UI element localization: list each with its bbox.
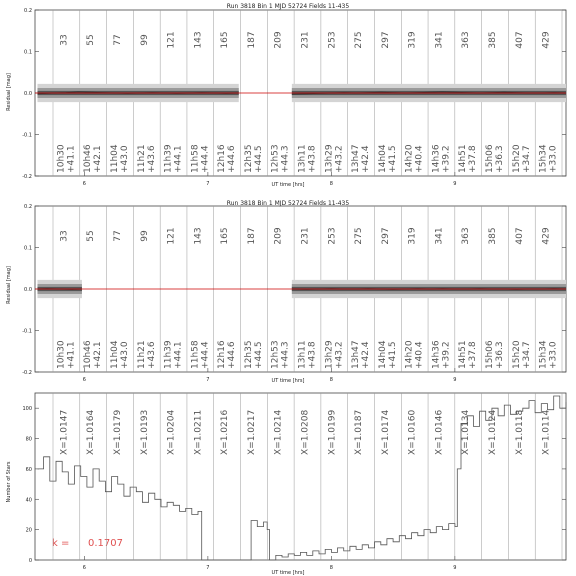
y-tick-label: -0.1 [22,328,32,335]
field-angle-label: +39.2 [441,341,452,369]
x-tick-label: 9 [453,565,457,571]
x-tick-label: 8 [329,565,333,571]
x-tick-label: 9 [453,181,457,187]
field-number-label: 187 [246,227,257,245]
airmass-label: X=1.0114 [541,409,552,455]
field-time-label: 15h06 [485,340,496,369]
field-time-label: 14h51 [458,144,469,173]
y-tick-label: -0.1 [22,132,32,139]
field-angle-label: +44.5 [253,145,264,173]
field-number-label: 385 [488,31,499,49]
field-angle-label: +44.3 [280,341,291,369]
field-angle-label: +43.0 [119,341,130,369]
x-axis-label: UT time [hrs] [271,570,305,576]
field-angle-label: +43.6 [146,341,157,369]
field-angle-label: +42.1 [93,145,104,173]
field-time-label: 13h11 [297,144,308,173]
airmass-label: X=1.0208 [300,409,311,455]
field-angle-label: +36.3 [495,145,506,173]
field-angle-label: +33.0 [548,145,559,173]
field-number-label: 99 [139,230,150,242]
field-number-label: 33 [59,34,70,46]
field-time-label: 10h30 [56,144,67,173]
k-label: k = [52,538,70,549]
field-number-label: 165 [220,227,231,245]
field-time-label: 13h47 [351,144,362,173]
field-number-label: 253 [327,31,338,49]
airmass-label: X=1.0160 [407,409,418,455]
field-number-label: 297 [380,227,391,245]
field-time-label: 15h06 [485,144,496,173]
field-angle-label: +44.6 [227,145,238,173]
field-time-label: 12h35 [243,144,254,173]
airmass-label: X=1.0216 [220,409,231,455]
field-number-label: 231 [300,31,311,49]
field-time-label: 12h35 [243,340,254,369]
airmass-label: X=1.0211 [193,409,204,455]
y-tick-label: 60 [25,466,32,473]
airmass-label: X=1.0164 [86,409,97,455]
field-angle-label: +44.4 [200,341,211,369]
y-tick-label: 100 [22,406,32,413]
field-angle-label: +41.1 [66,341,77,369]
x-tick-label: 7 [206,377,210,383]
field-number-label: 165 [220,31,231,49]
field-time-label: 15h20 [511,144,522,173]
field-angle-label: +44.4 [200,145,211,173]
field-number-label: 363 [461,31,472,49]
airmass-label: X=1.0187 [354,409,365,455]
field-time-label: 13h29 [324,340,335,369]
field-angle-label: +43.0 [119,145,130,173]
panel-title: Run 3818 Bin 1 MJD 52724 Fields 11-435 [226,3,350,10]
airmass-label: X=1.0147 [59,409,70,455]
y-tick-label: 0.2 [24,204,32,210]
field-time-label: 14h51 [458,340,469,369]
field-time-label: 11h39 [163,340,174,369]
field-angle-label: +34.7 [521,145,532,173]
field-time-label: 11h58 [190,144,201,173]
y-axis-label: Residual [mag] [6,266,12,304]
k-value: 0.1707 [88,538,123,549]
airmass-label: X=1.0214 [273,409,284,455]
field-angle-label: +41.5 [387,145,398,173]
airmass-label: X=1.0124 [488,409,499,455]
airmass-label: X=1.0146 [434,409,445,455]
field-number-label: 143 [193,227,204,245]
field-angle-label: +41.1 [66,145,77,173]
y-tick-label: 0.0 [24,91,32,97]
field-angle-label: +40.4 [414,145,425,173]
field-time-label: 12h16 [217,340,228,369]
field-number-label: 341 [434,227,445,245]
field-time-label: 12h53 [270,340,281,369]
field-angle-label: +43.8 [307,341,318,369]
field-number-label: 143 [193,31,204,49]
residual-panel-middle [6,200,566,384]
field-number-label: 363 [461,227,472,245]
field-number-label: 55 [86,34,97,46]
field-time-label: 15h34 [538,340,549,369]
field-time-label: 15h20 [511,340,522,369]
field-number-label: 319 [407,227,418,245]
airmass-label: X=1.0217 [246,409,257,455]
field-angle-label: +44.1 [173,145,184,173]
y-tick-label: -0.2 [22,174,32,180]
field-time-label: 12h53 [270,144,281,173]
field-number-label: 385 [488,227,499,245]
field-time-label: 11h21 [136,144,147,173]
field-angle-label: +43.8 [307,145,318,173]
field-number-label: 33 [59,230,70,242]
field-time-label: 10h46 [83,144,94,173]
y-tick-label: 0.1 [24,49,32,56]
field-time-label: 12h16 [217,144,228,173]
field-number-label: 209 [273,31,284,49]
field-angle-label: +43.2 [334,145,345,173]
field-number-label: 429 [541,227,552,245]
airmass-label: X=1.0199 [327,409,338,455]
field-time-label: 11h21 [136,340,147,369]
x-tick-label: 8 [329,377,333,383]
airmass-label: X=1.0118 [514,409,525,455]
field-number-label: 297 [380,31,391,49]
field-time-label: 11h04 [109,144,120,173]
field-time-label: 11h04 [109,340,120,369]
field-angle-label: +36.3 [495,341,506,369]
y-tick-label: -0.2 [22,370,32,376]
field-time-label: 14h36 [431,144,442,173]
x-tick-label: 6 [82,181,86,187]
x-tick-label: 7 [206,565,210,571]
y-tick-label: 20 [25,527,32,534]
x-tick-label: 8 [329,181,333,187]
field-time-label: 14h04 [377,144,388,173]
field-angle-label: +41.5 [387,341,398,369]
airmass-label: X=1.0174 [380,409,391,455]
field-time-label: 13h47 [351,340,362,369]
field-number-label: 341 [434,31,445,49]
field-time-label: 14h04 [377,340,388,369]
airmass-label: X=1.0193 [139,409,150,455]
y-tick-label: 40 [25,497,32,504]
field-angle-label: +39.2 [441,145,452,173]
field-angle-label: +37.8 [468,341,479,369]
y-axis-label: Number of Stars [6,461,12,503]
field-number-label: 319 [407,31,418,49]
airmass-label: X=1.0179 [112,409,123,455]
y-tick-label: 80 [25,436,32,443]
x-tick-label: 9 [453,377,457,383]
field-number-label: 187 [246,31,257,49]
field-angle-label: +44.6 [227,341,238,369]
field-time-label: 13h11 [297,340,308,369]
field-number-label: 209 [273,227,284,245]
panel-title: Run 3818 Bin 1 MJD 52724 Fields 11-435 [226,200,350,207]
y-tick-label: 0 [28,558,32,564]
x-tick-label: 7 [206,181,210,187]
field-angle-label: +34.7 [521,341,532,369]
field-number-label: 55 [86,230,97,242]
airmass-label: X=1.0134 [461,409,472,455]
field-angle-label: +40.4 [414,341,425,369]
field-time-label: 14h20 [404,144,415,173]
airmass-label: X=1.0204 [166,409,177,455]
field-angle-label: +44.3 [280,145,291,173]
field-time-label: 11h58 [190,340,201,369]
field-number-label: 99 [139,34,150,46]
field-time-label: 10h30 [56,340,67,369]
field-angle-label: +33.0 [548,341,559,369]
field-number-label: 77 [112,230,123,242]
field-number-label: 275 [354,31,365,49]
field-angle-label: +44.5 [253,341,264,369]
field-angle-label: +42.1 [93,341,104,369]
field-time-label: 14h20 [404,340,415,369]
field-angle-label: +43.6 [146,145,157,173]
y-tick-label: 0.1 [24,245,32,252]
x-tick-label: 6 [82,565,86,571]
field-number-label: 121 [166,31,177,49]
field-number-label: 407 [514,227,525,245]
field-angle-label: +44.1 [173,341,184,369]
x-axis-label: UT time [hrs] [271,182,305,188]
field-angle-label: +37.8 [468,145,479,173]
field-number-label: 275 [354,227,365,245]
field-number-label: 77 [112,34,123,46]
y-tick-label: 0.2 [24,8,32,14]
y-tick-label: 0.0 [24,287,32,293]
field-number-label: 231 [300,227,311,245]
residual-panel-top [6,3,566,188]
field-time-label: 15h34 [538,144,549,173]
field-number-label: 429 [541,31,552,49]
field-number-label: 407 [514,31,525,49]
field-time-label: 14h36 [431,340,442,369]
field-time-label: 13h29 [324,144,335,173]
x-tick-label: 6 [82,377,86,383]
field-angle-label: +43.2 [334,341,345,369]
x-axis-label: UT time [hrs] [271,378,305,384]
y-axis-label: Residual [mag] [6,73,12,111]
field-angle-label: +42.4 [361,341,372,369]
field-time-label: 11h39 [163,144,174,173]
field-number-label: 253 [327,227,338,245]
star-count-panel [6,393,566,576]
field-number-label: 121 [166,227,177,245]
field-angle-label: +42.4 [361,145,372,173]
field-time-label: 10h46 [83,340,94,369]
